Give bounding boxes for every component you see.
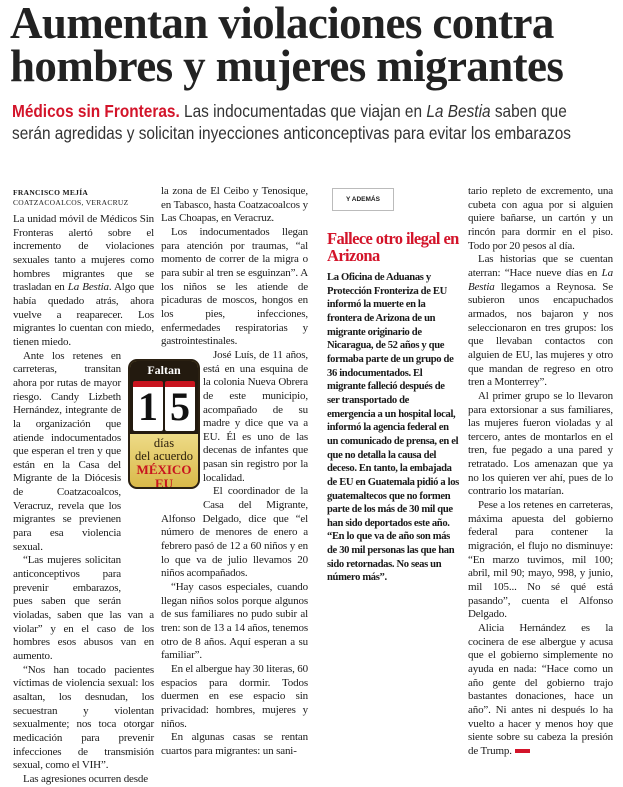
- calendar-cards: [130, 381, 198, 434]
- byline: [13, 188, 154, 208]
- italic-text: La Bestia: [468, 266, 613, 293]
- countdown-calendar-graphic: [128, 359, 200, 489]
- deck: [12, 100, 610, 144]
- paragraph: En el albergue hay 30 literas, 60 espacios para dormir. Todos duermen en ese espacio sin privacidad: hombres, mujeres y niños.: [161, 662, 308, 730]
- paragraph: [13, 213, 154, 350]
- byline-location: COATZACOALCOS, VERACRUZ: [13, 198, 129, 207]
- text: llegamos a Reynosa. Se subieron unos encapuchados armados, nos bajaron y nos seleccionaron en tres grupos: los que llevaban contactos con alguien de EU, las mujeres y otro que mandan de regreso en otro tren a Monterrey”.: [468, 280, 613, 389]
- paragraph: la zona de El Ceibo y Tenosique, en Tabasco, hasta Coatzacoalcos y Las Choapas, en Veracruz.: [161, 185, 308, 225]
- text: Alicia Hernández es la cocinera de ese albergue y acusa que el gobierno simplemente no ayuda en nada: “Hace como un año gente del gobierno trajo bastantes donaciones, hace un año”. Ni antes ni después lo ha vuelto a hacer y menos hoy que siente sobre su cabeza la presión de Trump.: [468, 622, 613, 757]
- end-of-article-mark: [515, 749, 530, 753]
- calendar-agreement: del acuerdo: [135, 449, 193, 463]
- headline-line-1: Aumentan violaciones contra: [10, 0, 554, 48]
- text: Ante los retenes en carreteras, transitan ahora por rutas de mayor riesgo. Candy Lizbeth Hernández, integrante de la organización que atiende indocumentados que esperan el tren y que están en la Casa del Migrante de la Diócesis de Coatzacoalcos, Veracruz, revela que los migrantes se previenen para esa violencia sexual.: [13, 349, 121, 553]
- paragraph: tario repleto de excremento, una cubeta con agua por si alguien quiere bañarse, un cartón y un rincón para dormir en el piso. Todo por 20 pesos al día.: [468, 185, 613, 252]
- calendar-days: días: [153, 436, 175, 450]
- paragraph: [468, 622, 613, 759]
- calendar-country: MÉXICO: [136, 462, 192, 477]
- paragraph: “Las mujeres solicitan anticonceptivos para prevenir embarazos, pues saben que serán violadas, saben que las van a violar” y en el caso de los hombres esos abusos van en aumento.: [13, 554, 154, 662]
- text: José Luís, de 11 años, está en una esquina de la colonia Nueva Obrera de este municipio, acompañado de su madre y dice que va a EU. Él es uno de las decenas de infantes que pasan sin registro por la localidad.: [203, 348, 308, 484]
- italic-text: La Bestia: [67, 281, 109, 294]
- paragraph: El coordinador de la Casa del Migrante, Alfonso Delgado, dice que “el número de menores de enero a febrero pasó de 12 a 60 niños y en lo que va de julio llevamos 20 niños acompañados.: [161, 485, 308, 580]
- paragraph: Los indocumentados llegan para atención por traumas, “al momento de correr de la migra o para subir al tren se esguinzan”. A los niños se les atiende de picaduras de moscos, hongos en los pies, infecciones, enfermedades respiratorias y gastrointestinales.: [161, 225, 308, 348]
- calendar-top: Faltan: [130, 361, 198, 381]
- calendar-digit: 5: [165, 381, 195, 431]
- calendar-digit: 1: [133, 381, 163, 431]
- headline-line-2: hombres y mujeres migrantes: [10, 41, 564, 91]
- paragraph: Las agresiones ocurren desde: [23, 772, 148, 785]
- paragraph: Pese a los retenes en carreteras, máxima apuesta del gobierno federal para contener la migración, el flujo no disminuye: “En marzo tuvimos, mil 100; abril, mil 90; mayo, 998, y junio, mil 105... No sé qué está pasando”, cuenta el Alfonso Delgado.: [468, 499, 613, 621]
- text: . Algo que había quedado atrás, ahora vuelve a reaparecer. Los migrantes lo cuentan con miedo, tienen miedo.: [13, 281, 155, 348]
- article-column-4: [468, 185, 613, 759]
- paragraph: “Hay casos especiales, cuando llegan niños solos porque algunos de sus familiares no pudo subir al tren: son de 13 a 14 años, tenemos otro de 8 años. Aquí esperan a su familiar”.: [161, 581, 308, 662]
- deck-line-1: [12, 100, 610, 122]
- sidebar-box: [322, 188, 459, 585]
- text: La unidad móvil de Médicos Sin Fronteras alertó sobre el incremento de violaciones sexuales tanto a mujeres como hombres migrantes que se trasladan en: [13, 213, 154, 294]
- paragraph: “Nos han tocado pacientes víctimas de violencia sexual: los asaltan, los desnudan, los secuestran y violentan sexualmente; nos toca otorgar medicación para prevenir infecciones de transmisión sexual, como el VIH”.: [13, 663, 154, 772]
- deck-italic: La Bestia: [426, 101, 491, 121]
- calendar-text: [130, 437, 198, 463]
- paragraph: Al primer grupo se lo llevaron para extorsionar a sus familiares, las mujeres fueron violadas y al tercero, antes de montarlos en el tren, fue pegado a una pared y retratado. Los amenazan que ya no los quieren ver ahí, pues de lo contrario los matarían.: [468, 389, 613, 498]
- graphic-spacer: [121, 470, 154, 608]
- paragraph: En algunas casas se rentan cuartos para migrantes: un sani-: [161, 731, 308, 757]
- deck-text: saben que: [494, 101, 567, 121]
- headline: [10, 0, 615, 91]
- deck-text: Las indocumentadas que viajan en: [184, 101, 423, 121]
- sidebar-label: Y ADEMÁS: [332, 188, 394, 211]
- calendar-country: EU: [154, 476, 174, 489]
- byline-author: FRANCISCO MEJÍA: [13, 188, 89, 197]
- sidebar-body: La Oficina de Aduanas y Protección Fronteriza de EU informó la muerte en la frontera de Arizona de un migrante originario de Nicaragua, de 52 años y que formaba parte de un grupo de 36 indocumentados. El migrante falleció después de ser transportado de emergencia a un hospital local, informó la agencia federal en un comunicado de prensa, en el que no detalla la causa del deceso. En tanto, la embajada de EU en Guatemala pidió a los guatemaltecos que no formen parte de los más de 30 mil que han sido deportados este año. “En lo que va de año son más de 30 mil personas las que han sido retornadas. No seas un número más”.: [327, 272, 459, 584]
- deck-line-2: serán agredidas y solicitan inyecciones anticonceptivas para evitar los embarazos: [12, 123, 571, 143]
- paragraph: [468, 253, 613, 390]
- sidebar-title: Fallece otro ilegal en Arizona: [327, 229, 459, 265]
- text: Las historias que se cuentan aterran: “Hace nueve días en: [468, 253, 613, 279]
- deck-lead: Médicos sin Fronteras.: [12, 101, 180, 121]
